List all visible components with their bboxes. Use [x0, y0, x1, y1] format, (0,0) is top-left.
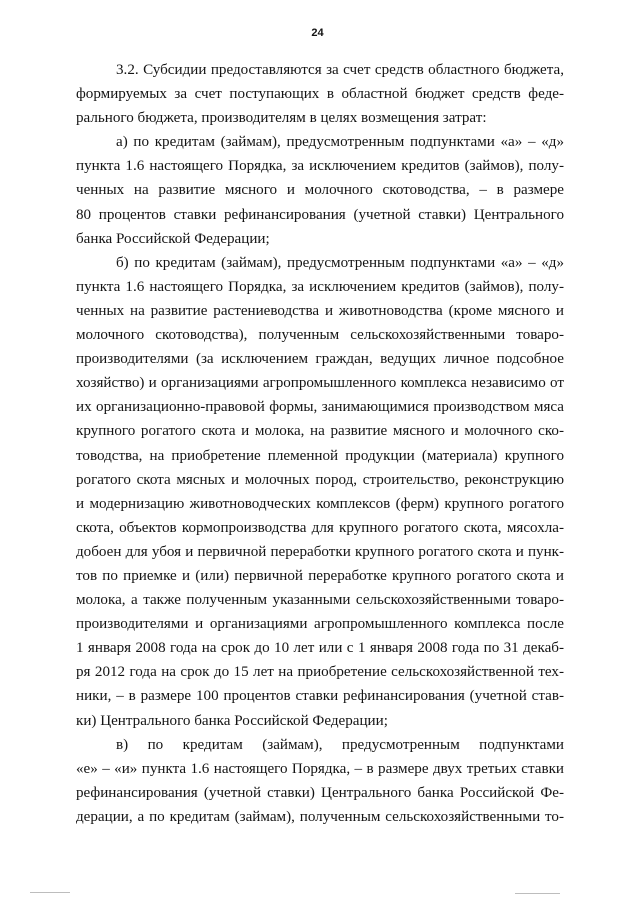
text-line: рального бюджета, производителям в целях возмещения затрат: — [76, 110, 487, 127]
text-line: и модернизацию животноводческих комплексов (ферм) крупного рогатого — [76, 495, 564, 512]
text-line: б) по кредитам (займам), предусмотренным подпунктами «а» – «д» — [116, 254, 564, 271]
text-line: производителями и организациями агропромышленного комплекса после — [76, 616, 564, 633]
document-body — [76, 58, 564, 829]
text-line: тов по приемке и (или) первичной переработке крупного рогатого скота и — [76, 567, 564, 584]
text-line: дерации, а по кредитам (займам), полученным сельскохозяйственными то- — [76, 808, 564, 825]
text-line: ки) Центрального банка Российской Федерации; — [76, 712, 388, 729]
text-line: рефинансирования (учетной ставки) Центрального банка Российской Фе- — [76, 784, 564, 801]
text-line: а) по кредитам (займам), предусмотренным подпунктами «а» – «д» — [116, 134, 564, 151]
text-line: банка Российской Федерации; — [76, 230, 270, 247]
text-line: 3.2. Субсидии предоставляются за счет средств областного бюджета, — [116, 62, 564, 78]
text-line: молочного скотоводства), полученным сельскохозяйственными товаро- — [76, 327, 564, 344]
text-line: в) по кредитам (займам), предусмотренным подпунктами — [116, 736, 564, 753]
text-line: 1 января 2008 года на срок до 10 лет или с 1 января 2008 года по 31 декаб- — [76, 640, 564, 657]
text-line: ченных на развитие мясного и молочного скотоводства, – в размере — [76, 182, 564, 199]
page-number: 24 — [311, 27, 324, 39]
text-line: молока, а также полученным указанными сельскохозяйственными товаро- — [76, 592, 564, 609]
text-line: их организационно-правовой формы, занимающимися производством мяса — [76, 399, 564, 416]
text-line: 80 процентов ставки рефинансирования (учетной ставки) Центрального — [76, 206, 564, 223]
scan-artifact-left — [30, 892, 70, 893]
text-line: «е» – «и» пункта 1.6 настоящего Порядка, – в размере двух третьих ставки — [76, 760, 564, 777]
text-line: ря 2012 года на срок до 15 лет на приобретение сельскохозяйственной тех- — [76, 664, 564, 681]
text-line: производителями (за исключением граждан, ведущих личное подсобное — [76, 351, 564, 368]
text-line: формируемых за счет поступающих в областной бюджет средств феде- — [76, 86, 564, 103]
scan-artifact-right — [515, 893, 560, 894]
text-line: хозяйство) и организациями агропромышленного комплекса независимо от — [76, 375, 564, 392]
text-line: ники, – в размере 100 процентов ставки рефинансирования (учетной став- — [76, 688, 564, 705]
text-line: пункта 1.6 настоящего Порядка, за исключением кредитов (займов), полу- — [76, 158, 564, 175]
text-line: скота, объектов кормопроизводства для крупного рогатого скота, мясохла- — [76, 519, 564, 536]
text-line: товодства, на приобретение племенной продукции (материала) крупного — [76, 447, 564, 464]
text-line: рогатого скота мясных и молочных пород, строительство, реконструкцию — [76, 471, 564, 488]
text-line: ченных на развитие растениеводства и животноводства (кроме мясного и — [76, 302, 564, 319]
text-line: добоен для убоя и первичной переработки крупного рогатого скота и пунк- — [76, 543, 564, 560]
text-line: крупного рогатого скота и молока, на развитие мясного и молочного ско- — [76, 423, 564, 440]
text-line: пункта 1.6 настоящего Порядка, за исключением кредитов (займов), полу- — [76, 278, 564, 295]
